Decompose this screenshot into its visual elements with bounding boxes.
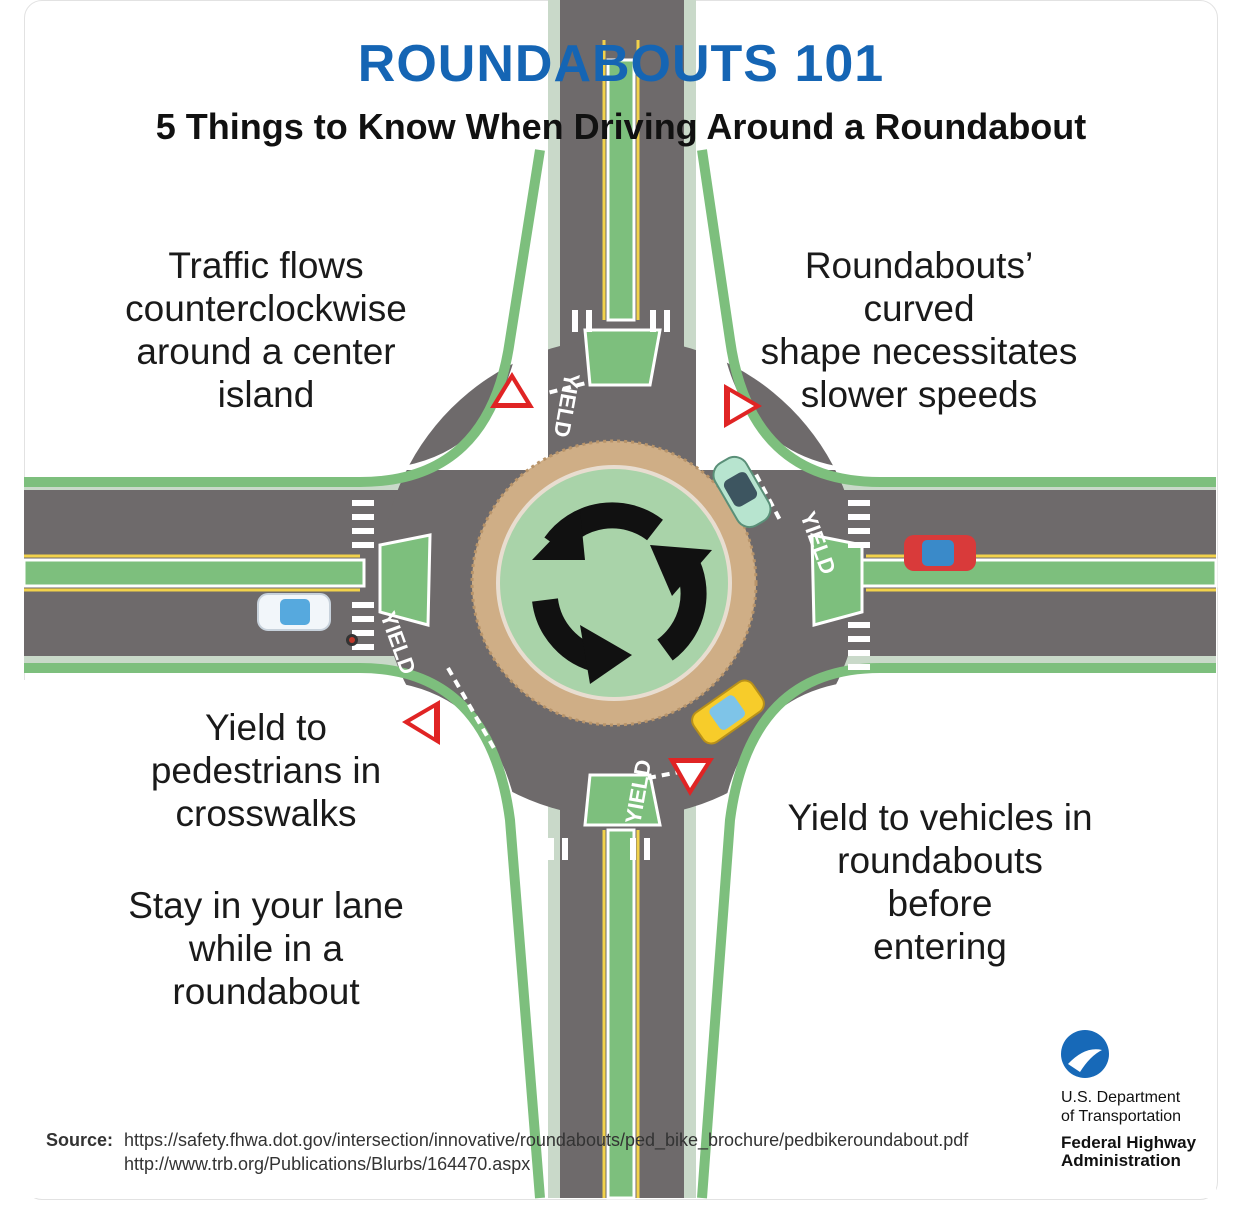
- source-link-trb[interactable]: http://www.trb.org/Publications/Blurbs/164470.aspx: [124, 1154, 531, 1174]
- yield-road-marking-north: YIELD: [548, 371, 585, 440]
- tip-yield-vehicles: Yield to vehicles in roundabouts before entering: [787, 797, 1093, 967]
- yield-road-marking-east: YIELD: [795, 508, 841, 578]
- page-title: ROUNDABOUTS 101: [357, 35, 885, 93]
- cyclist-icon: [346, 634, 358, 646]
- tip-counterclockwise: Traffic flows counterclockwise around a center island: [125, 245, 407, 415]
- source-link-fhwa[interactable]: https://safety.fhwa.dot.gov/intersection/innovative/roundabouts/ped_bike_brochure/pedbikeroundabout.pdf: [124, 1130, 969, 1150]
- central-island: [472, 441, 756, 725]
- page-subtitle: 5 Things to Know When Driving Around a Roundabout: [155, 106, 1087, 147]
- source-label: Source:: [46, 1130, 114, 1150]
- white-car-icon: [258, 594, 330, 630]
- dot-logo-icon: [1061, 1030, 1109, 1078]
- red-car-icon: [904, 535, 976, 571]
- fhwa-name: Federal Highway Administration: [1061, 1133, 1197, 1170]
- tip-curved-shape: Roundabouts’ curved shape necessitates slower speeds: [760, 245, 1078, 415]
- usdot-name: U.S. Department of Transportation: [1061, 1089, 1182, 1125]
- tip-stay-in-lane: Stay in your lane while in a roundabout: [128, 885, 404, 1012]
- tip-yield-pedestrians: Yield to pedestrians in crosswalks: [150, 707, 382, 834]
- yield-road-marking-west: YIELD: [375, 608, 421, 678]
- yield-road-marking-south: YIELD: [620, 757, 657, 826]
